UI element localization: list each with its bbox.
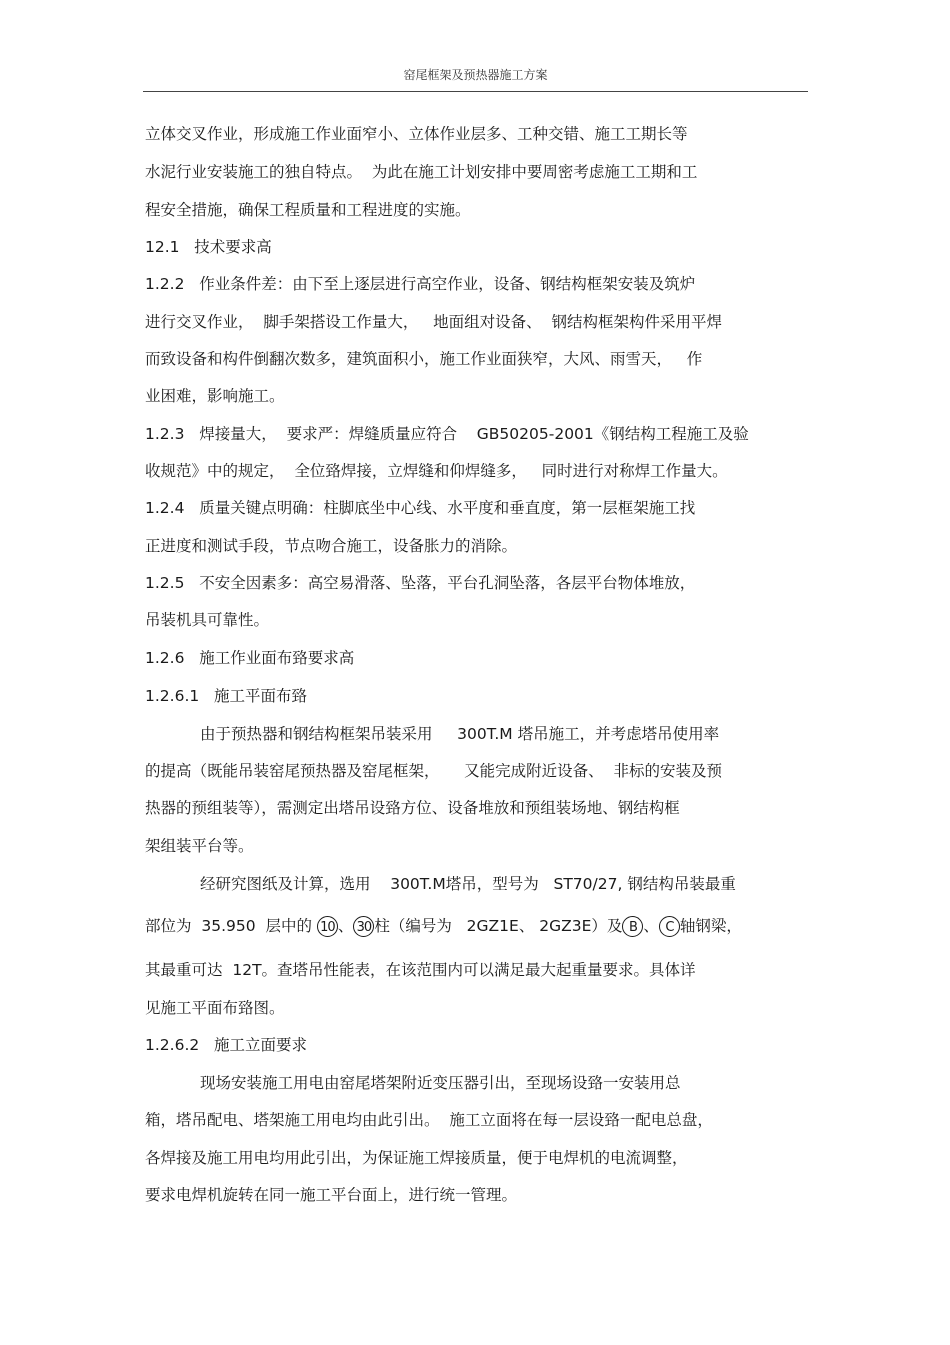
text-line: 各焊接及施工用电均用此引出，为保证施工焊接质量，便于电焊机的电流调整， — [145, 1149, 688, 1167]
page-header-title: 窑尾框架及预热器施工方案 — [403, 68, 548, 82]
text-line: 见施工平面布臵图。 — [145, 999, 285, 1017]
text-line: 收规范》中的规定， 全位臵焊接，立焊缝和仰焊缝多， 同时进行对称焊工作量大。 — [145, 462, 728, 480]
text-line: 1.2.2 作业条件差：由下至上逐层进行高空作业，设备、钢结构框架安装及筑炉 — [145, 275, 696, 293]
text-segment: 、 — [643, 917, 659, 935]
text-line: 程安全措施，确保工程质量和工程进度的实施。 — [145, 201, 471, 219]
text-line: 箱，塔吊配电、塔架施工用电均由此引出。 施工立面将在每一层设臵一配电总盘， — [145, 1111, 713, 1129]
axis-mark-10: 10 — [317, 916, 338, 937]
text-segment: 、 — [337, 917, 354, 935]
text-line: 由于预热器和钢结构框架吊装采用 300T.M 塔吊施工，并考虑塔吊使用率 — [200, 725, 720, 743]
text-line: 架组装平台等。 — [145, 837, 254, 855]
text-line: 1.2.5 不安全因素多：高空易滑落、坠落，平台孔洞坠落，各层平台物体堆放， — [145, 574, 696, 592]
text-line-with-axis-marks — [145, 916, 742, 937]
text-line: 立体交叉作业，形成施工作业面窄小、立体作业层多、工种交错、施工工期长等 — [145, 125, 688, 143]
text-segment: 柱（编号为 2GZ1E、 2GZ3E）及 — [374, 917, 623, 935]
section-heading: 12.1 技术要求高 — [145, 238, 272, 256]
text-line: 水泥行业安装施工的独自特点。 为此在施工计划安排中要周密考虑施工工期和工 — [145, 163, 698, 181]
axis-mark-c: C — [659, 916, 680, 937]
text-segment: 部位为 35.950 层中的 — [145, 917, 317, 935]
text-line: 现场安装施工用电由窑尾塔架附近变压器引出，至现场设臵一安装用总 — [200, 1074, 681, 1092]
text-line: 热器的预组装等），需测定出塔吊设臵方位、设备堆放和预组装场地、钢结构框 — [145, 799, 680, 817]
text-line: 进行交叉作业， 脚手架搭设工作量大， 地面组对设备、 钢结构框架构件采用平焊 — [145, 313, 722, 331]
text-line: 其最重可达 12T。查塔吊性能表，在该范围内可以满足最大起重量要求。具体详 — [145, 961, 696, 979]
section-heading: 1.2.6.2 施工立面要求 — [145, 1036, 308, 1054]
text-line: 的提高（既能吊装窑尾预热器及窑尾框架， 又能完成附近设备、 非标的安装及预 — [145, 762, 722, 780]
text-line: 经研究图纸及计算，选用 300T.M塔吊，型号为 ST70/27, 钢结构吊装最重 — [200, 875, 736, 893]
header-divider — [143, 91, 808, 92]
text-line: 吊装机具可靠性。 — [145, 611, 270, 629]
text-segment: 轴钢梁， — [679, 917, 742, 935]
text-line: 业困难，影响施工。 — [145, 387, 285, 405]
section-heading: 1.2.6 施工作业面布臵要求高 — [145, 649, 355, 667]
text-line: 正进度和测试手段，节点吻合施工，设备胀力的消除。 — [145, 537, 518, 555]
section-heading: 1.2.6.1 施工平面布臵 — [145, 687, 308, 705]
axis-mark-30: 30 — [353, 916, 374, 937]
axis-mark-b: B — [622, 916, 643, 937]
text-line: 1.2.3 焊接量大， 要求严：焊缝质量应符合 GB50205-2001《钢结构工程施工及验 — [145, 425, 749, 443]
text-line: 而致设备和构件倒翻次数多，建筑面积小，施工作业面狭窄，大风、雨雪天， 作 — [145, 350, 703, 368]
text-line: 要求电焊机旋转在同一施工平台面上，进行统一管理。 — [145, 1186, 518, 1204]
text-line: 1.2.4 质量关键点明确：柱脚底坐中心线、水平度和垂直度，第一层框架施工找 — [145, 499, 696, 517]
